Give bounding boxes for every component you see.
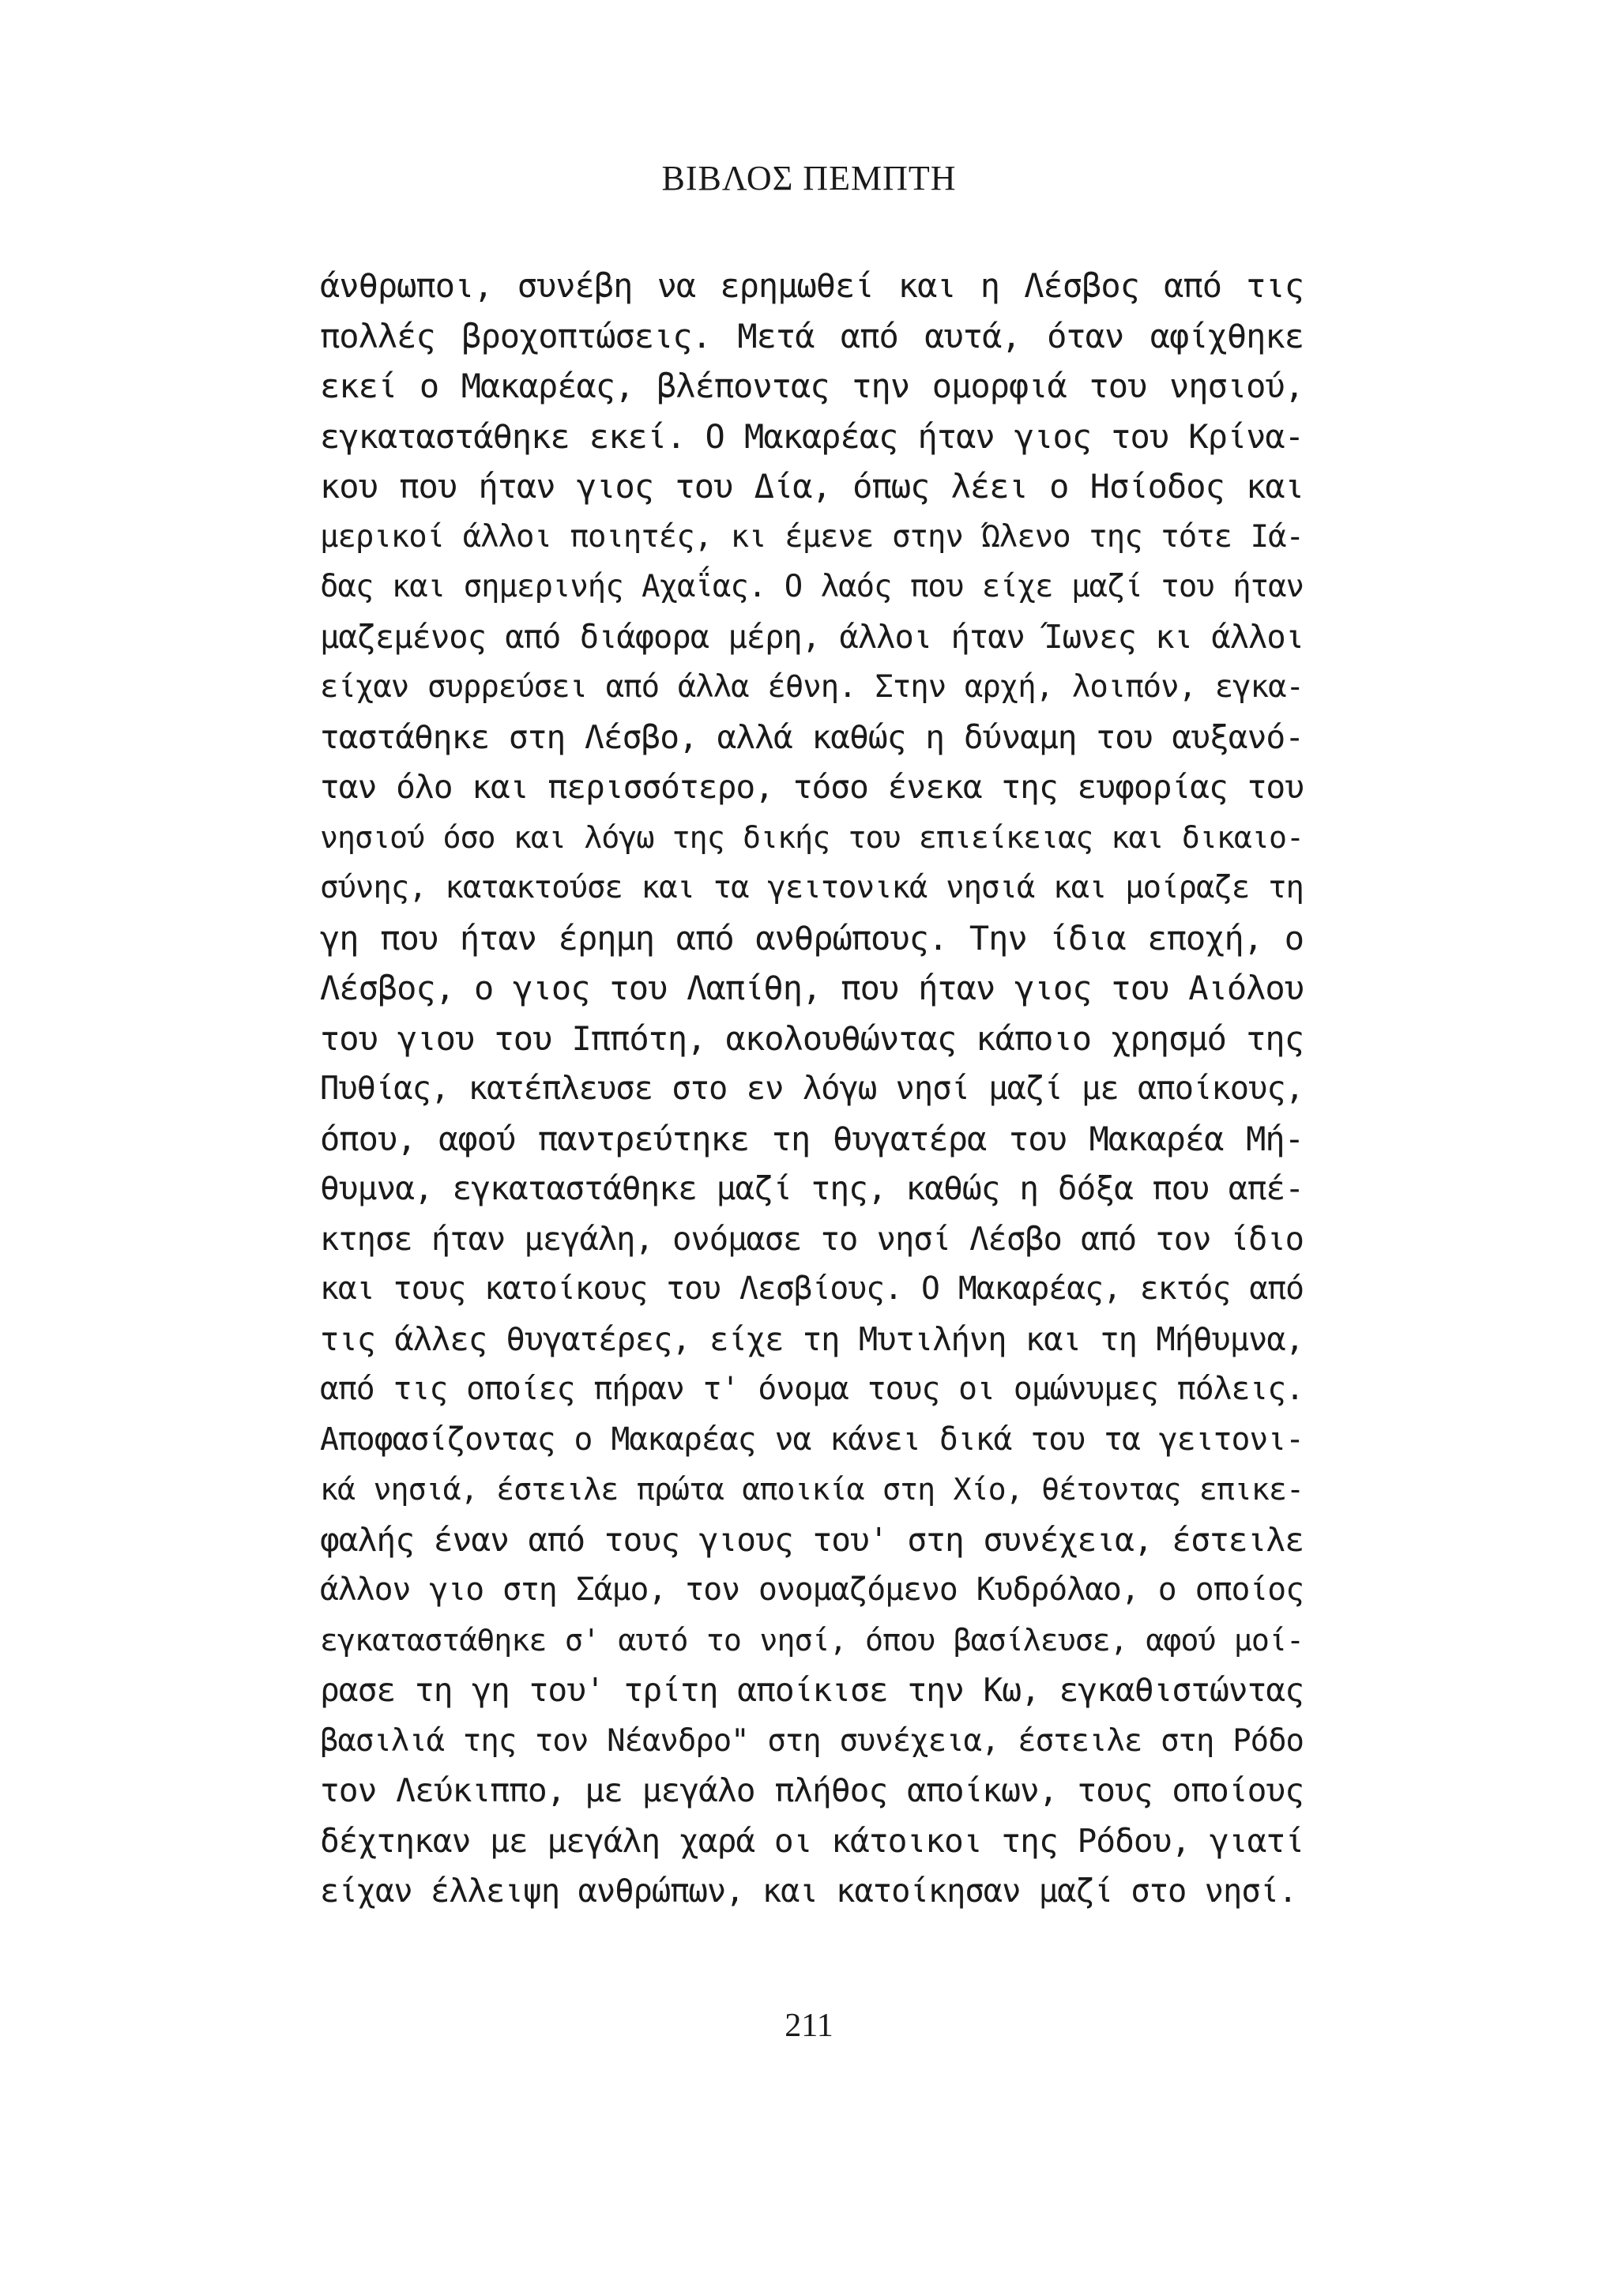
text-line: φαλής έναν από τους γιους του' στη συνέχεια, έστειλε [320, 1520, 1304, 1559]
text-line: κτησε ήταν μεγάλη, ονόμασε το νησί Λέσβο από τον ίδιο [320, 1219, 1304, 1258]
text-line: τον Λεύκιππο, με μεγάλο πλήθος αποίκων, τους οποίους [320, 1771, 1304, 1809]
text-line: νησιού όσο και λόγω της δικής του επιείκειας και δικαιο- [320, 819, 1304, 856]
text-line: Πυθίας, κατέπλευσε στο εν λόγω νησί μαζί με αποίκους, [320, 1069, 1304, 1107]
text-line: Λέσβος, ο γιος του Λαπίθη, που ήταν γιος του Αιόλου [320, 969, 1304, 1007]
text-line: εγκαταστάθηκε σ' αυτό το νησί, όπου βασίλευσε, αφού μοί- [320, 1622, 1304, 1658]
text-line: του γιου του Ιππότη, ακολουθώντας κάποιο χρησμό της [320, 1018, 1304, 1058]
text-line: δας και σημερινής Αχαΐας. Ο λαός που είχε μαζί του ήταν [320, 569, 1304, 604]
text-line: τις άλλες θυγατέρες, είχε τη Μυτιλήνη και τη Μήθυμνα, [320, 1319, 1304, 1358]
text-line: είχαν έλλειψη ανθρώπων, και κατοίκησαν μαζί στο νησί. [320, 1872, 1297, 1910]
text-line: είχαν συρρεύσει από άλλα έθνη. Στην αρχή, λοιπόν, εγκα- [320, 669, 1304, 705]
text-line: από τις οποίες πήραν τ' όνομα τους οι ομώνυμες πόλεις. [320, 1371, 1304, 1407]
text-line: εκεί ο Μακαρέας, βλέποντας την ομορφιά του νησιού, [320, 367, 1304, 405]
text-line: γη που ήταν έρημη από ανθρώπους. Την ίδια εποχή, ο [320, 918, 1304, 958]
text-line: όπου, αφού παντρεύτηκε τη θυγατέρα του Μακαρέα Μή- [320, 1119, 1304, 1158]
text-line: και τους κατοίκους του Λεσβίους. Ο Μακαρέας, εκτός από [320, 1270, 1304, 1307]
text-line: Αποφασίζοντας ο Μακαρέας να κάνει δικά του τα γειτονι- [320, 1421, 1304, 1458]
text-line: ρασε τη γη του' τρίτη αποίκισε την Κω, εγκαθιστώντας [320, 1671, 1304, 1709]
text-line: εγκαταστάθηκε εκεί. Ο Μακαρέας ήταν γιος του Κρίνα- [320, 416, 1304, 456]
text-line: θυμνα, εγκαταστάθηκε μαζί της, καθώς η δόξα που απέ- [320, 1169, 1304, 1207]
text-line: ταν όλο και περισσότερο, τόσο ένεκα της ευφορίας του [320, 768, 1304, 806]
text-line: κά νησιά, έστειλε πρώτα αποικία στη Χίο, θέτοντας επικε- [320, 1472, 1304, 1507]
text-line: ταστάθηκε στη Λέσβο, αλλά καθώς η δύναμη του αυξανό- [320, 717, 1304, 756]
text-line: σύνης, κατακτούσε και τα γειτονικά νησιά και μοίραζε τη [320, 870, 1304, 905]
text-line: πολλές βροχοπτώσεις. Μετά από αυτά, όταν αφίχθηκε [320, 316, 1304, 356]
text-line: δέχτηκαν με μεγάλη χαρά οι κάτοικοι της Ρόδου, γιατί [320, 1821, 1304, 1860]
text-line: κου που ήταν γιος του Δία, όπως λέει ο Ησίοδος και [320, 467, 1304, 506]
page-number: 211 [785, 2008, 833, 2044]
text-line: άλλον γιο στη Σάμο, τον ονομαζόμενο Κυδρόλαο, ο οποίος [320, 1571, 1304, 1608]
text-line: βασιλιά της τον Νέανδρο" στη συνέχεια, έστειλε στη Ρόδο [320, 1722, 1304, 1759]
body-text [320, 261, 1304, 1917]
text-line: μερικοί άλλοι ποιητές, κι έμενε στην Ώλενο της τότε Ιά- [320, 518, 1304, 555]
running-head: ΒΙΒΛΟΣ ΠΕΜΠΤΗ [661, 159, 957, 198]
text-line: άνθρωποι, συνέβη να ερημωθεί και η Λέσβος από τις [320, 266, 1304, 305]
text-line: μαζεμένος από διάφορα μέρη, άλλοι ήταν Ίωνες κι άλλοι [320, 617, 1304, 656]
